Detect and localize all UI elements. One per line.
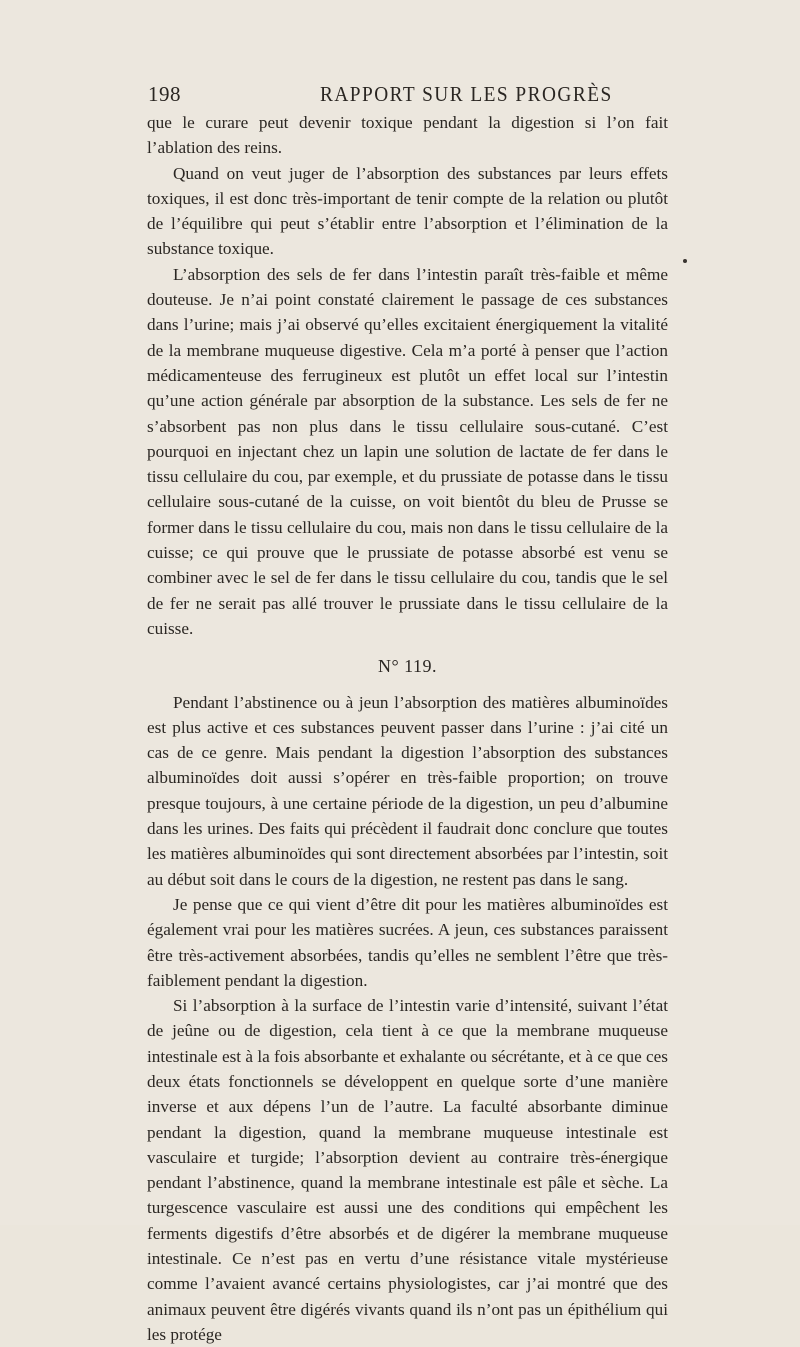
section-heading: N° 119. xyxy=(377,656,438,677)
paragraph: Si l’absorption à la surface de l’intestin varie d’intensité, suivant l’état de jeûne ou de digestion, cela tient à ce que la membrane muqueuse intestinale est à la fois absorbante et exhalante ou sécrétante, et à ce que ces deux états fonctionnels se développent en quelque sorte d’une manière inverse et aux dépens l’un de l’autre. La faculté absorbante diminue pendant la digestion, quand la membrane muqueuse intestinale est vasculaire et turgide; l’absorption devient au contraire très-énergique pendant l’abstinence, quand la membrane intestinale est pâle et sèche. La turgescence vasculaire est aussi une des conditions qui empêchent les ferments digestifs d’être absorbés et de digérer la membrane muqueuse intestinale. Ce n’est pas en vertu d’une résistance vitale mystérieuse comme l’avaient avancé certains physiologistes, car j’ai montré que des animaux peuvent être digérés vivants quand ils n’ont pas un épithélium qui les protége xyxy=(147,996,668,1344)
paragraph: L’absorption des sels de fer dans l’intestin paraît très-faible et même douteuse. Je n’ai point constaté clairement le passage de ces substances dans l’urine; mais j’ai observé qu’elles excitaient énergiquement la vitalité de la membrane muqueuse digestive. Cela m’a porté à penser que l’action médicamenteuse des ferrugineux est plutôt un effet local sur l’intestin qu’une action générale par absorption de la substance. Les sels de fer ne s’absorbent pas non plus dans le tissu cellulaire sous-cutané. C’est pourquoi en injectant chez un lapin une solution de lactate de fer dans le tissu cellulaire du cou, par exemple, et du prussiate de potasse dans le tissu cellulaire sous-cutané de la cuisse, on voit bientôt du bleu de Prusse se former dans le tissu cellulaire du cou, mais non dans le tissu cellulaire de la cuisse; ce qui prouve que le prussiate de potasse absorbé est venu se combiner avec le sel de fer dans le tissu cellulaire du cou, tandis que le sel de fer ne serait pas allé trouver le prussiate dans le tissu cellulaire de la cuisse. xyxy=(147,264,668,638)
page-number: 198 xyxy=(148,82,181,106)
ink-speck xyxy=(683,259,687,263)
running-head: RAPPORT SUR LES PROGRÈS xyxy=(320,82,613,106)
page-body xyxy=(147,110,668,1347)
page-header xyxy=(148,82,673,112)
paragraph: Quand on veut juger de l’absorption des substances par leurs effets toxiques, il est donc très-important de tenir compte de la relation ou plutôt de l’équilibre qui peut s’établir entre l’absorption et l’élimination de la substance toxique. xyxy=(147,163,668,259)
paragraph: Pendant l’abstinence ou à jeun l’absorption des matières albuminoïdes est plus active et ces substances peuvent passer dans l’urine : j’ai cité un cas de ce genre. Mais pendant la digestion l’absorption des substances albuminoïdes doit aussi s’opérer en très-faible proportion; on trouve presque toujours, à une certaine période de la digestion, un peu d’albumine dans les urines. Des faits qui précèdent il faudrait donc conclure que toutes les matières albuminoïdes qui sont directement absorbées par l’intestin, soit au début soit dans le cours de la digestion, ne restent pas dans le sang. xyxy=(147,692,668,889)
paragraph: Je pense que ce qui vient d’être dit pour les matières albuminoïdes est également vrai pour les matières sucrées. A jeun, ces substances paraissent être très-activement absorbées, tandis qu’elles ne semblent l’être que très-faiblement pendant la digestion. xyxy=(147,894,668,990)
paragraph: que le curare peut devenir toxique pendant la digestion si l’on fait l’ablation des reins. xyxy=(147,113,668,158)
